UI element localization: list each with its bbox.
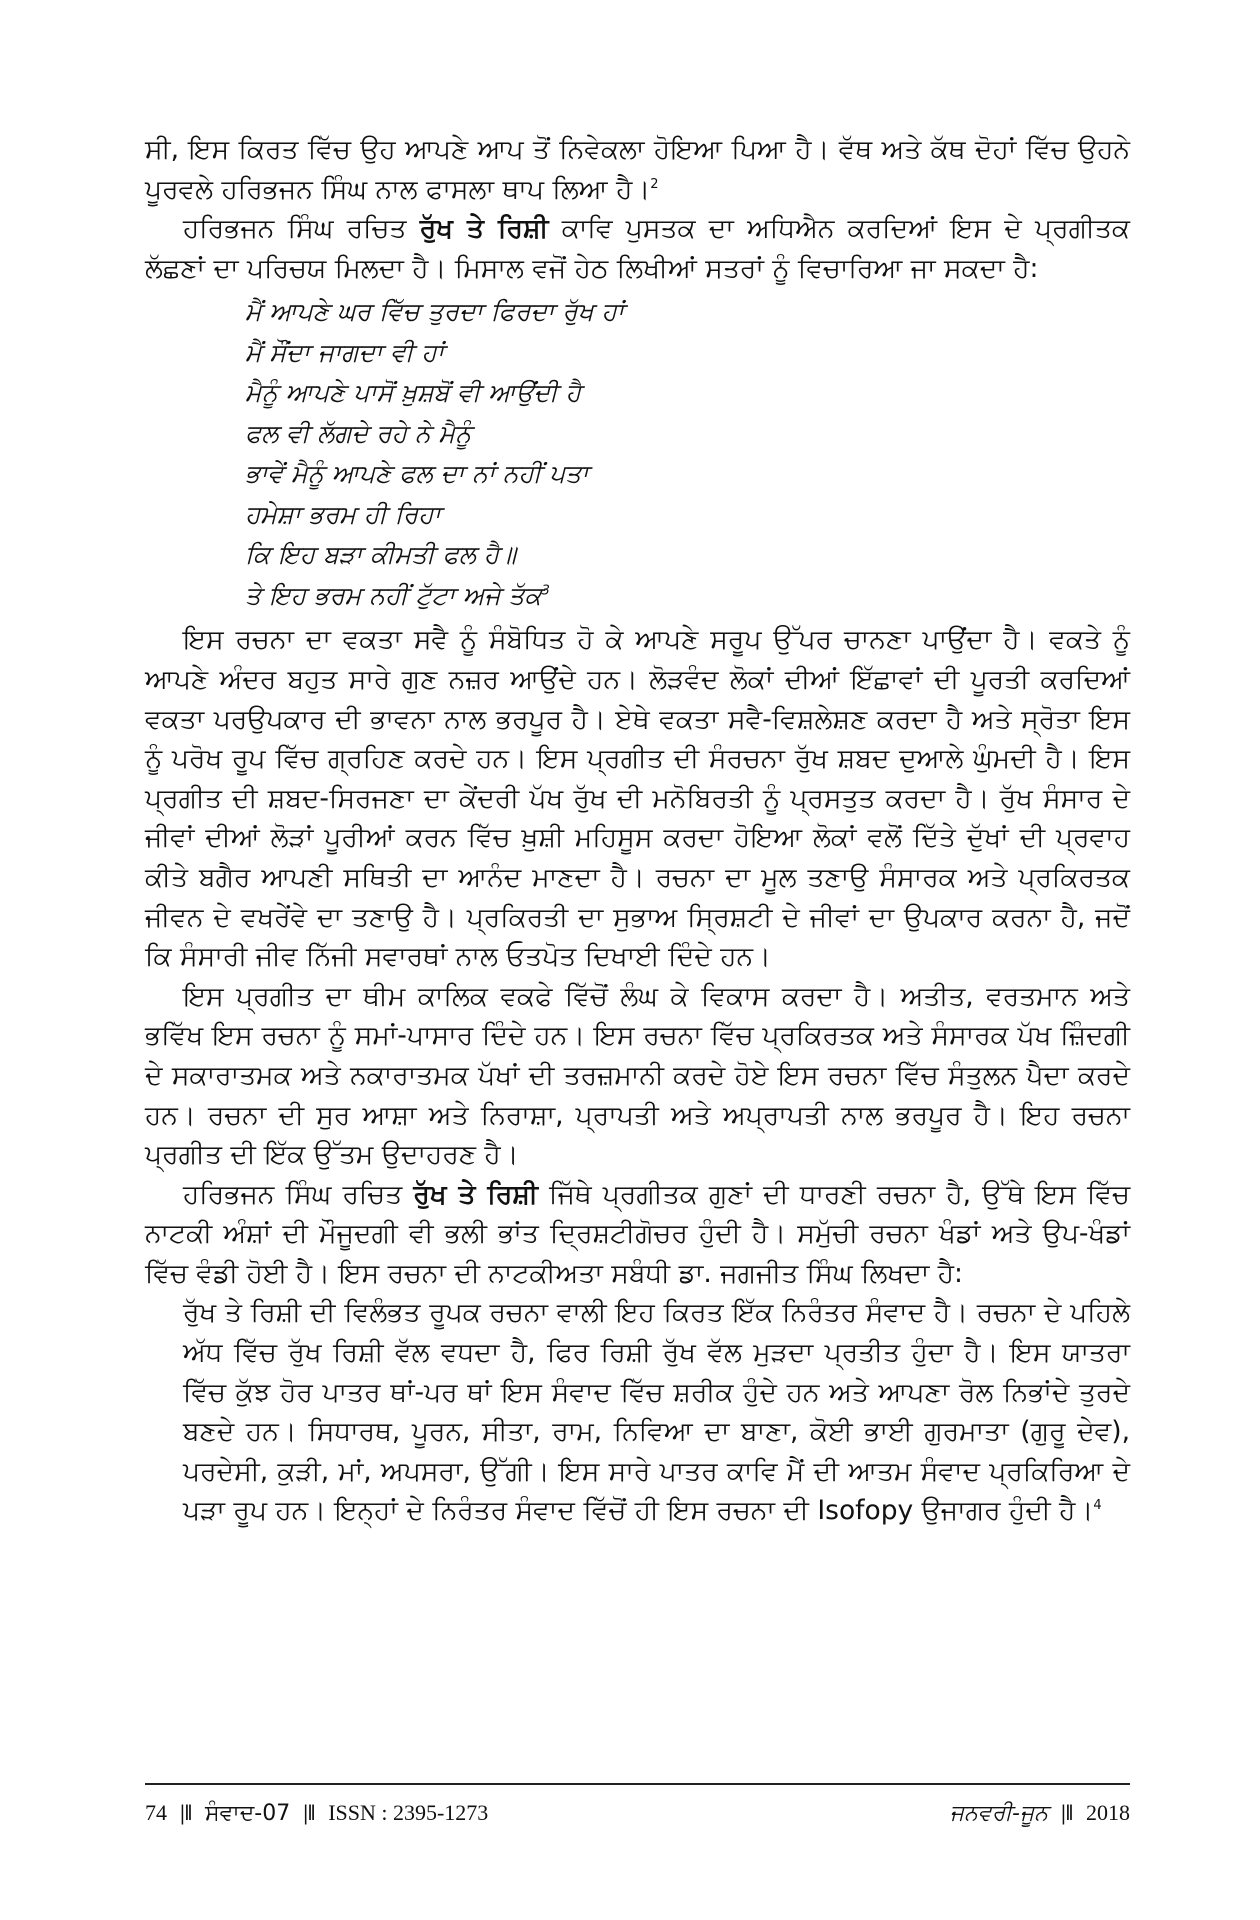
separator-icon: |‖ [303, 1800, 316, 1825]
page-number: 74 [145, 1800, 167, 1825]
paragraph-1-text: ਸੀ, ਇਸ ਕਿਰਤ ਵਿੱਚ ਉਹ ਆਪਣੇ ਆਪ ਤੋਂ ਨਿਵੇਕਲਾ ਹੋਇਆ ਪਿਆ ਹੈ। ਵੱਥ ਅਤੇ ਕੱਥ ਦੋਹਾਂ ਵਿੱਚ ਉਹਨੇ ਪੂਰਵਲੇ ਹਰਿਭਜਨ ਸਿੰਘ ਨਾਲ ਫਾਸਲਾ ਥਾਪ ਲਿਆ ਹੈ। [145, 134, 1130, 205]
paragraph-2-pre: ਹਰਿਭਜਨ ਸਿੰਘ ਰਚਿਤ [183, 213, 420, 245]
poem-line: ਮੈਂ ਸੌਂਦਾ ਜਾਗਦਾ ਵੀ ਹਾਂ [245, 337, 444, 367]
poem-excerpt [245, 292, 1130, 616]
paragraph-continuation [145, 130, 1130, 209]
footer-left [145, 1793, 488, 1834]
paragraph-intro-book [145, 209, 1130, 288]
separator-icon: |‖ [180, 1800, 192, 1825]
paragraph-dramatic [145, 1175, 1130, 1294]
poem-line-last [245, 576, 1130, 617]
poem-line: ਭਾਵੇਂ ਮੈਨੂੰ ਆਪਣੇ ਫਲ ਦਾ ਨਾਂ ਨਹੀਂ ਪਤਾ [245, 459, 589, 489]
paragraph-5-post: ਜਿੱਥੇ ਪ੍ਰਗੀਤਕ ਗੁਣਾਂ ਦੀ ਧਾਰਣੀ ਰਚਨਾ ਹੈ, ਉੱਥੇ ਇਸ ਵਿੱਚ ਨਾਟਕੀ ਅੰਸ਼ਾਂ ਦੀ ਮੌਜੂਦਗੀ ਵੀ ਭਲੀ ਭਾਂਤ ਦ੍ਰਿਸ਼ਟੀਗੋਚਰ ਹੁੰਦੀ ਹੈ। ਸਮੁੱਚੀ ਰਚਨਾ ਖੰਡਾਂ ਅਤੇ ਉਪ-ਖੰਡਾਂ ਵਿੱਚ ਵੰਡੀ ਹੋਈ ਹੈ। ਇਸ ਰਚਨਾ ਦੀ ਨਾਟਕੀਅਤਾ ਸਬੰਧੀ ਡਾ. ਜਗਜੀਤ ਸਿੰਘ ਲਿਖਦਾ ਹੈ: [145, 1178, 1130, 1289]
journal-name: ਸੰਵਾਦ-07 [204, 1801, 291, 1826]
poem-line: ਹਮੇਸ਼ਾ ਭਰਮ ਹੀ ਰਿਹਾ [245, 499, 441, 529]
block-quote-text: ਰੁੱਖ ਤੇ ਰਿਸ਼ੀ ਦੀ ਵਿਲੰਭਤ ਰੂਪਕ ਰਚਨਾ ਵਾਲੀ ਇਹ ਕਿਰਤ ਇੱਕ ਨਿਰੰਤਰ ਸੰਵਾਦ ਹੈ। ਰਚਨਾ ਦੇ ਪਹਿਲੇ ਅੱਧ ਵਿੱਚ ਰੁੱਖ ਰਿਸ਼ੀ ਵੱਲ ਵਧਦਾ ਹੈ, ਫਿਰ ਰਿਸ਼ੀ ਰੁੱਖ ਵੱਲ ਮੁੜਦਾ ਪ੍ਰਤੀਤ ਹੁੰਦਾ ਹੈ। ਇਸ ਯਾਤਰਾ ਵਿੱਚ ਕੁੱਝ ਹੋਰ ਪਾਤਰ ਥਾਂ-ਪਰ ਥਾਂ ਇਸ ਸੰਵਾਦ ਵਿੱਚ ਸ਼ਰੀਕ ਹੁੰਦੇ ਹਨ ਅਤੇ ਆਪਣਾ ਰੋਲ ਨਿਭਾਂਦੇ ਤੁਰਦੇ ਬਣਦੇ ਹਨ। ਸਿਧਾਰਥ, ਪੂਰਨ, ਸੀਤਾ, ਰਾਮ, ਨਿਵਿਆ ਦਾ ਬਾਣਾ, ਕੋਈ ਭਾਈ ਗੁਰਮਾਤਾ (ਗੁਰੂ ਦੇਵ), ਪਰਦੇਸੀ, ਕੁੜੀ, ਮਾਂ, ਅਪਸਰਾ, ਉੱਗੀ। ਇਸ ਸਾਰੇ ਪਾਤਰ ਕਾਵਿ ਮੈਂ ਦੀ ਆਤਮ ਸੰਵਾਦ ਪ੍ਰਕਿਰਿਆ ਦੇ ਪੜਾ ਰੂਪ ਹਨ। ਇਨ੍ਹਾਂ ਦੇ ਨਿਰੰਤਰ ਸੰਵਾਦ ਵਿੱਚੋਂ ਹੀ ਇਸ ਰਚਨਾ ਦੀ Isofopy ਉਜਾਗਰ ਹੁੰਦੀ ਹੈ। [183, 1297, 1130, 1527]
page-footer [145, 1793, 1130, 1833]
block-quote [183, 1293, 1130, 1531]
poem-line: ਮੈਂ ਆਪਣੇ ਘਰ ਵਿੱਚ ਤੁਰਦਾ ਫਿਰਦਾ ਰੁੱਖ ਹਾਂ [245, 297, 624, 327]
footer-divider [145, 1783, 1130, 1785]
footnote-marker-2: 2 [650, 176, 659, 192]
paragraph-2-post: ਕਾਵਿ ਪੁਸਤਕ ਦਾ ਅਧਿਐਨ ਕਰਦਿਆਂ ਇਸ ਦੇ ਪ੍ਰਗੀਤਕ ਲੱਛਣਾਂ ਦਾ ਪਰਿਚਯ ਮਿਲਦਾ ਹੈ। ਮਿਸਾਲ ਵਜੋਂ ਹੇਠ ਲਿਖੀਆਂ ਸਤਰਾਂ ਨੂੰ ਵਿਚਾਰਿਆ ਜਾ ਸਕਦਾ ਹੈ: [145, 213, 1130, 284]
poem-line-text: ਤੇ ਇਹ ਭਰਮ ਨਹੀਂ ਟੁੱਟਾ ਅਜੇ ਤੱਕ [245, 580, 542, 610]
paragraph-analysis: ਇਸ ਰਚਨਾ ਦਾ ਵਕਤਾ ਸਵੈ ਨੂੰ ਸੰਬੋਧਿਤ ਹੋ ਕੇ ਆਪਣੇ ਸਰੂਪ ਉੱਪਰ ਚਾਨਣਾ ਪਾਉਂਦਾ ਹੈ। ਵਕਤੇ ਨੂੰ ਆਪਣੇ ਅੰਦਰ ਬਹੁਤ ਸਾਰੇ ਗੁਣ ਨਜ਼ਰ ਆਉਂਦੇ ਹਨ। ਲੋੜਵੰਦ ਲੋਕਾਂ ਦੀਆਂ ਇੱਛਾਵਾਂ ਦੀ ਪੂਰਤੀ ਕਰਦਿਆਂ ਵਕਤਾ ਪਰਉਪਕਾਰ ਦੀ ਭਾਵਨਾ ਨਾਲ ਭਰਪੂਰ ਹੈ। ਏਥੇ ਵਕਤਾ ਸਵੈ-ਵਿਸ਼ਲੇਸ਼ਣ ਕਰਦਾ ਹੈ ਅਤੇ ਸ੍ਰੋਤਾ ਇਸ ਨੂੰ ਪਰੋਖ ਰੂਪ ਵਿੱਚ ਗ੍ਰਹਿਣ ਕਰਦੇ ਹਨ। ਇਸ ਪ੍ਰਗੀਤ ਦੀ ਸੰਰਚਨਾ ਰੁੱਖ ਸ਼ਬਦ ਦੁਆਲੇ ਘੁੰਮਦੀ ਹੈ। ਇਸ ਪ੍ਰਗੀਤ ਦੀ ਸ਼ਬਦ-ਸਿਰਜਣਾ ਦਾ ਕੇਂਦਰੀ ਪੱਖ ਰੁੱਖ ਦੀ ਮਨੋਬਿਰਤੀ ਨੂੰ ਪ੍ਰਸਤੁਤ ਕਰਦਾ ਹੈ। ਰੁੱਖ ਸੰਸਾਰ ਦੇ ਜੀਵਾਂ ਦੀਆਂ ਲੋੜਾਂ ਪੂਰੀਆਂ ਕਰਨ ਵਿੱਚ ਖ਼ੁਸ਼ੀ ਮਹਿਸੂਸ ਕਰਦਾ ਹੋਇਆ ਲੋਕਾਂ ਵਲੋਂ ਦਿੱਤੇ ਦੁੱਖਾਂ ਦੀ ਪ੍ਰਵਾਹ ਕੀਤੇ ਬਗੈਰ ਆਪਣੀ ਸਥਿਤੀ ਦਾ ਆਨੰਦ ਮਾਣਦਾ ਹੈ। ਰਚਨਾ ਦਾ ਮੂਲ ਤਣਾਉ ਸੰਸਾਰਕ ਅਤੇ ਪ੍ਰਕਿਰਤਕ ਜੀਵਨ ਦੇ ਵਖਰੇਂਵੇ ਦਾ ਤਣਾਉ ਹੈ। ਪ੍ਰਕਿਰਤੀ ਦਾ ਸੁਭਾਅ ਸ੍ਰਿਸ਼ਟੀ ਦੇ ਜੀਵਾਂ ਦਾ ਉਪਕਾਰ ਕਰਨਾ ਹੈ, ਜਦੋਂ ਕਿ ਸੰਸਾਰੀ ਜੀਵ ਨਿੱਜੀ ਸਵਾਰਥਾਂ ਨਾਲ ਓਤਪੋਤ ਦਿਖਾਈ ਦਿੰਦੇ ਹਨ। [145, 624, 1130, 973]
footnote-marker-4: 4 [1093, 1498, 1102, 1514]
poem-line: ਮੈਨੂੰ ਆਪਣੇ ਪਾਸੋਂ ਖ਼ੁਸ਼ਬੋਂ ਵੀ ਆਉਂਦੀ ਹੈ [245, 378, 581, 408]
issn-number: ISSN : 2395-1273 [328, 1800, 489, 1825]
poem-line: ਫਲ ਵੀ ਲੱਗਦੇ ਰਹੇ ਨੇ ਮੈਨੂੰ [245, 418, 472, 448]
paragraph-5-pre: ਹਰਿਭਜਨ ਸਿੰਘ ਰਚਿਤ [183, 1178, 414, 1210]
page-body [145, 130, 1130, 1531]
footer-right [950, 1793, 1130, 1834]
book-title-bold: ਰੁੱਖ ਤੇ ਰਿਸ਼ੀ [413, 1178, 538, 1210]
book-title-bold: ਰੁੱਖ ਤੇ ਰਿਸ਼ੀ [419, 213, 549, 245]
separator-icon: |‖ [1061, 1800, 1073, 1825]
footnote-marker-3: 3 [541, 583, 550, 599]
issue-period: ਜਨਵਰੀ-ਜੂਨ [949, 1801, 1049, 1826]
poem-line: ਕਿ ਇਹ ਬੜਾ ਕੀਮਤੀ ਫਲ ਹੈ॥ [245, 540, 516, 570]
paragraph-theme: ਇਸ ਪ੍ਰਗੀਤ ਦਾ ਥੀਮ ਕਾਲਿਕ ਵਕਫੇ ਵਿੱਚੋਂ ਲੰਘ ਕੇ ਵਿਕਾਸ ਕਰਦਾ ਹੈ। ਅਤੀਤ, ਵਰਤਮਾਨ ਅਤੇ ਭਵਿੱਖ ਇਸ ਰਚਨਾ ਨੂੰ ਸਮਾਂ-ਪਾਸਾਰ ਦਿੰਦੇ ਹਨ। ਇਸ ਰਚਨਾ ਵਿੱਚ ਪ੍ਰਕਿਰਤਕ ਅਤੇ ਸੰਸਾਰਕ ਪੱਖ ਜ਼ਿੰਦਗੀ ਦੇ ਸਕਾਰਾਤਮਕ ਅਤੇ ਨਕਾਰਾਤਮਕ ਪੱਖਾਂ ਦੀ ਤਰਜ਼ਮਾਨੀ ਕਰਦੇ ਹੋਏ ਇਸ ਰਚਨਾ ਵਿੱਚ ਸੰਤੁਲਨ ਪੈਦਾ ਕਰਦੇ ਹਨ। ਰਚਨਾ ਦੀ ਸੁਰ ਆਸ਼ਾ ਅਤੇ ਨਿਰਾਸ਼ਾ, ਪ੍ਰਾਪਤੀ ਅਤੇ ਅਪ੍ਰਾਪਤੀ ਨਾਲ ਭਰਪੂਰ ਹੈ। ਇਹ ਰਚਨਾ ਪ੍ਰਗੀਤ ਦੀ ਇੱਕ ਉੱਤਮ ਉਦਾਹਰਣ ਹੈ। [145, 980, 1130, 1171]
issue-year: 2018 [1086, 1800, 1130, 1825]
